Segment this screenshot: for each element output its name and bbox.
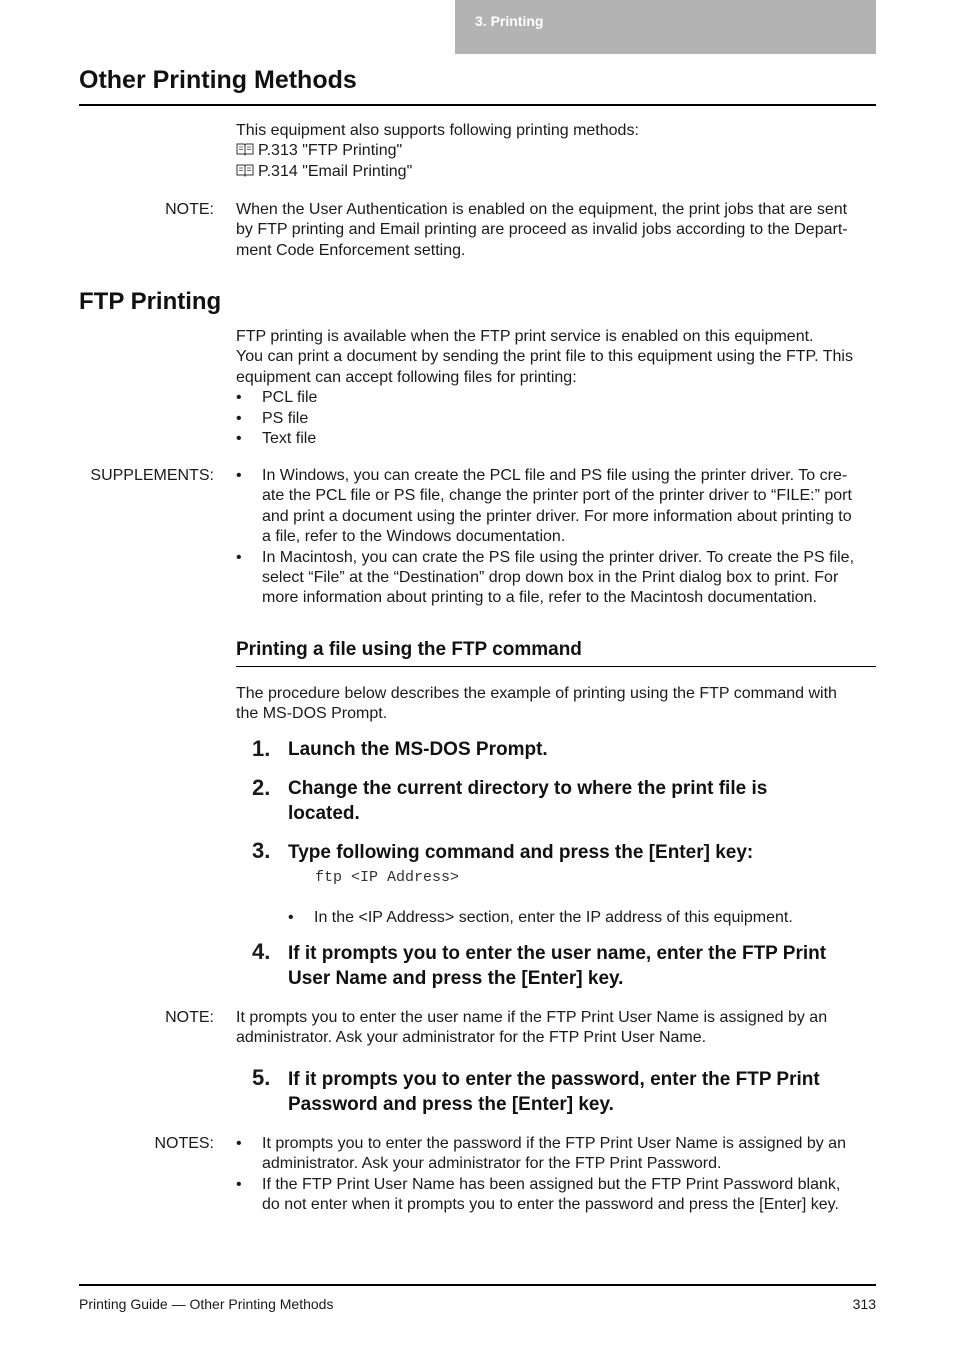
supplements-label: SUPPLEMENTS: xyxy=(90,467,214,484)
step-number: 4. xyxy=(252,939,271,964)
notes-list xyxy=(236,1134,876,1216)
intro-line: FTP printing is available when the FTP print service is enabled on this equipment. xyxy=(236,328,814,345)
chapter-tab xyxy=(455,0,876,54)
page-number: 313 xyxy=(852,1296,876,1312)
book-icon xyxy=(236,142,254,156)
subsection-intro xyxy=(236,684,876,725)
step-text xyxy=(288,840,878,865)
step-line: Launch the MS-DOS Prompt. xyxy=(288,739,548,760)
section-title-other-printing-methods: Other Printing Methods xyxy=(79,66,357,94)
note-line: When the User Authentication is enabled on the equipment, the print jobs that are sent xyxy=(236,201,848,218)
intro-line: equipment can accept following files for printing: xyxy=(236,368,577,386)
intro-line: the MS-DOS Prompt. xyxy=(236,705,388,723)
text-line: • In Windows, you can create the PCL file and PS file using the printer driver. To cre- xyxy=(262,467,848,484)
step-line: User Name and press the [Enter] key. xyxy=(288,968,624,989)
text-line: ate the PCL file or PS file, change the printer port of the printer driver to “FILE:” port xyxy=(262,487,852,505)
reference-link-ftp[interactable] xyxy=(236,141,876,161)
section2-intro-block xyxy=(236,327,876,449)
step-line: located. xyxy=(288,803,360,824)
step-text xyxy=(288,1067,878,1117)
step-line: If it prompts you to enter the password, enter the FTP Print xyxy=(288,1069,820,1090)
command-example: ftp <IP Address> xyxy=(315,869,460,886)
subsection-title: Printing a file using the FTP command xyxy=(236,639,582,660)
section1-intro: This equipment also supports following printing methods: xyxy=(236,122,639,139)
text-line: a file, refer to the Windows documentation. xyxy=(262,528,566,546)
chapter-label: 3. Printing xyxy=(475,13,544,29)
step-number: 2. xyxy=(252,775,271,800)
subheading-rule xyxy=(236,666,876,667)
note-line: It prompts you to enter the user name if the FTP Print User Name is assigned by an xyxy=(236,1009,828,1026)
reference-text: P.314 "Email Printing" xyxy=(258,162,413,180)
note-line: administrator. Ask your administrator for the FTP Print User Name. xyxy=(236,1029,707,1047)
note-text xyxy=(236,200,876,261)
reference-link-email[interactable] xyxy=(236,162,876,182)
list-item: • PS file xyxy=(236,409,876,429)
reference-text: P.313 "FTP Printing" xyxy=(258,142,403,160)
step-line: Change the current directory to where the print file is xyxy=(288,778,768,799)
step-line: Password and press the [Enter] key. xyxy=(288,1094,614,1115)
supplements-list xyxy=(236,466,876,609)
text-line: and print a document using the printer driver. For more information about printing to xyxy=(262,507,852,525)
step-number: 3. xyxy=(252,838,271,863)
step-line: If it prompts you to enter the user name, enter the FTP Print xyxy=(288,943,827,964)
step-text xyxy=(288,776,878,826)
section1-intro-block xyxy=(236,121,876,182)
note-label: NOTE: xyxy=(165,1009,214,1026)
text-line: more information about printing to a file, refer to the Macintosh documentation. xyxy=(262,589,817,607)
note-label: NOTE: xyxy=(165,201,214,218)
list-item: • In the <IP Address> section, enter the IP address of this equipment. xyxy=(288,908,878,928)
section-title-ftp-printing: FTP Printing xyxy=(79,288,222,315)
step-number: 1. xyxy=(252,736,271,761)
list-item: • Text file xyxy=(236,429,876,449)
book-icon xyxy=(236,163,254,177)
step-text xyxy=(288,941,878,991)
intro-line: The procedure below describes the example of printing using the FTP command with xyxy=(236,685,837,702)
footer-title: Printing Guide — Other Printing Methods xyxy=(79,1296,334,1312)
footer-rule xyxy=(79,1284,876,1286)
note-line: ment Code Enforcement setting. xyxy=(236,241,466,259)
command-note xyxy=(288,908,878,928)
list-item xyxy=(236,466,876,548)
text-line: administrator. Ask your administrator for the FTP Print Password. xyxy=(262,1155,722,1173)
text-line: do not enter when it prompts you to enter the password and press the [Enter] key. xyxy=(262,1196,839,1214)
heading-rule xyxy=(79,104,876,106)
intro-line: You can print a document by sending the print file to this equipment using the FTP. This xyxy=(236,348,853,366)
text-line: • It prompts you to enter the password if the FTP Print User Name is assigned by an xyxy=(262,1135,846,1152)
text-line: • If the FTP Print User Name has been assigned but the FTP Print Password blank, xyxy=(262,1175,841,1193)
step-number: 5. xyxy=(252,1065,271,1090)
notes-label: NOTES: xyxy=(154,1135,214,1152)
list-item xyxy=(236,1134,876,1175)
note-line: by FTP printing and Email printing are proceed as invalid jobs according to the Depart- xyxy=(236,221,848,239)
step-text xyxy=(288,737,878,762)
step-line: Type following command and press the [Enter] key: xyxy=(288,842,754,863)
list-item xyxy=(236,548,876,609)
text-line: select “File” at the “Destination” drop down box in the Print dialog box to print. For xyxy=(262,569,839,587)
text-line: • In Macintosh, you can crate the PS file using the printer driver. To create the PS file, xyxy=(262,548,855,566)
list-item: • PCL file xyxy=(236,388,876,408)
list-item xyxy=(236,1175,876,1216)
note-text xyxy=(236,1008,876,1049)
